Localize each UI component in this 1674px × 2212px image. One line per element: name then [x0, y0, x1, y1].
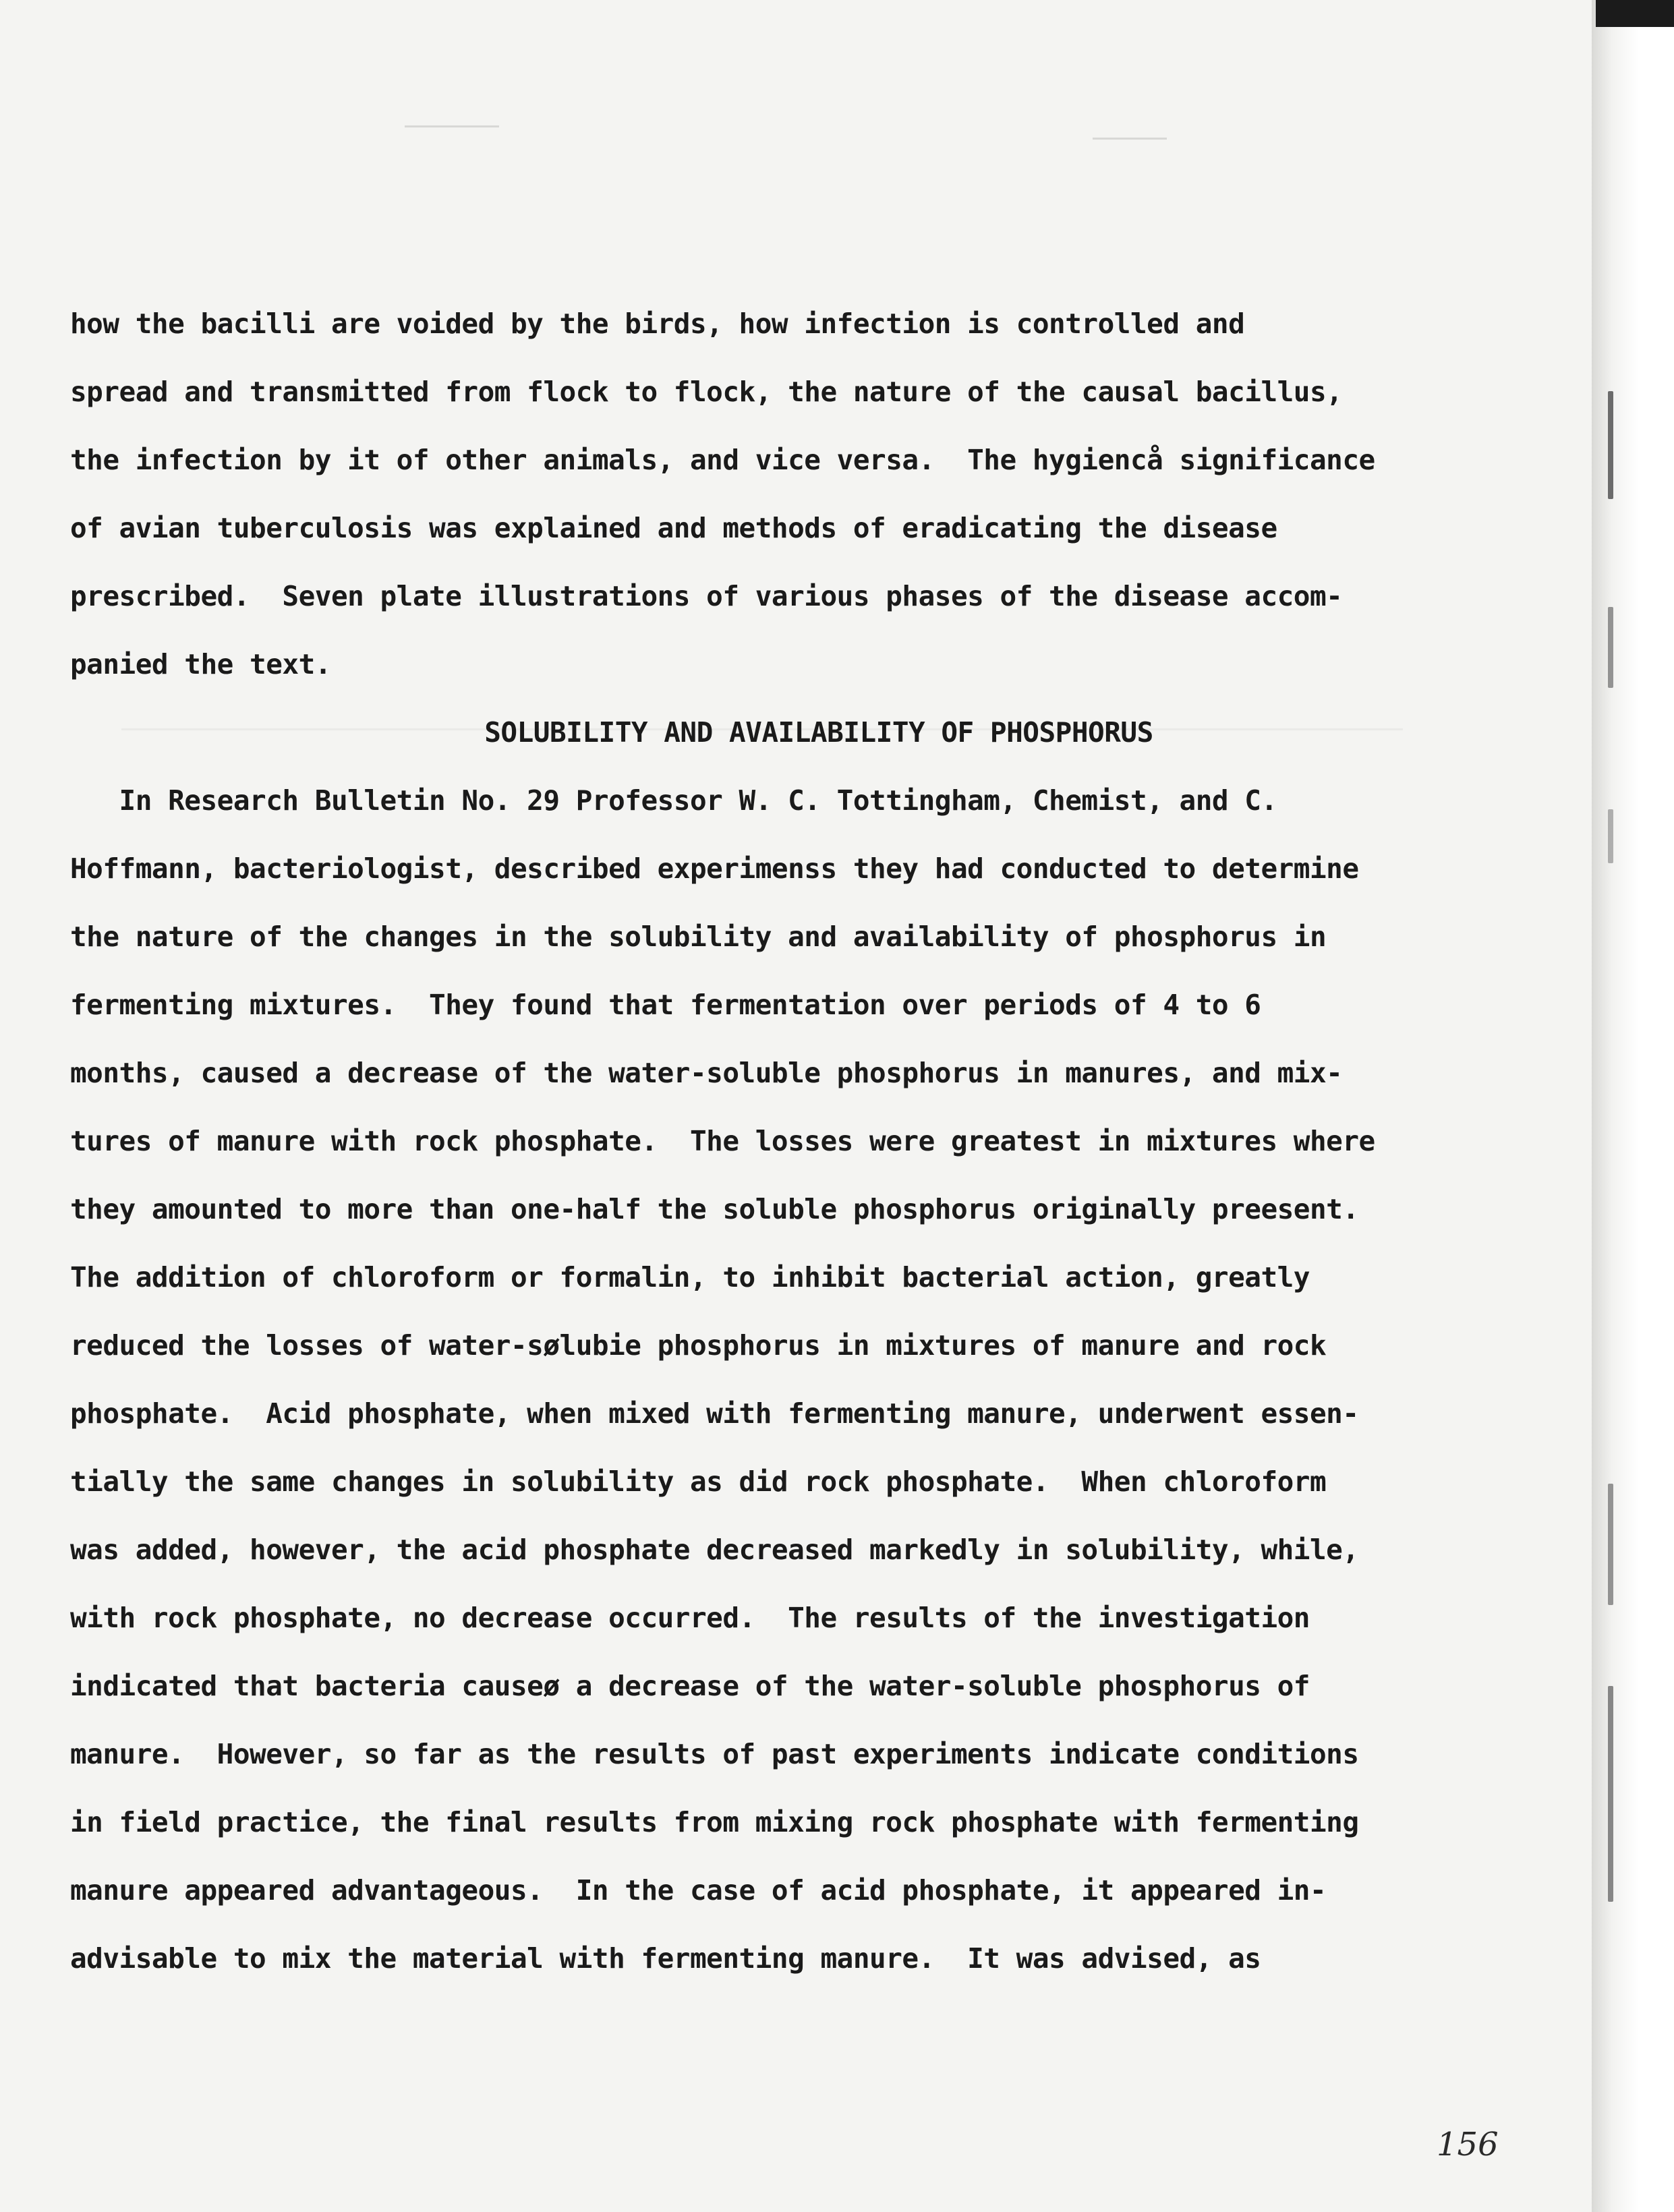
text-line: how the bacilli are voided by the birds, how infection is controlled and — [70, 308, 1245, 340]
paragraph-line: in field practice, the final results from mixing rock phosphate with fermenting — [70, 1806, 1359, 1838]
paragraph-line: the nature of the changes in the solubility and availability of phosphorus in — [70, 921, 1327, 953]
paragraph-line: fermenting mixtures. They found that fermentation over periods of 4 to 6 — [70, 989, 1261, 1021]
paragraph-line: phosphate. Acid phosphate, when mixed with fermenting manure, underwent essen- — [70, 1397, 1359, 1430]
page-number: 156 — [1437, 2126, 1499, 2163]
scan-corner-shadow — [1596, 0, 1674, 27]
paragraph-line: manure appeared advantageous. In the case of acid phosphate, it appeared in- — [70, 1874, 1327, 1907]
text-line: prescribed. Seven plate illustrations of various phases of the disease accom- — [70, 580, 1343, 612]
paragraph-line: tially the same changes in solubility as did rock phosphate. When chloroform — [70, 1465, 1327, 1498]
binding-edge-mark — [1608, 607, 1613, 688]
document-body — [70, 290, 1473, 1993]
binding-edge-mark — [1608, 1484, 1613, 1605]
text-line: of avian tuberculosis was explained and methods of eradicating the disease — [70, 512, 1277, 544]
paragraph-line: In Research Bulletin No. 29 Professor W. C. Tottingham, Chemist, and C. — [70, 784, 1277, 817]
paragraph-line: manure. However, so far as the results of past experiments indicate conditions — [70, 1738, 1359, 1770]
text-line: the infection by it of other animals, and vice versa. The hygiencå significance — [70, 444, 1375, 476]
paragraph-line: months, caused a decrease of the water-soluble phosphorus in manures, and mix- — [70, 1057, 1343, 1089]
text-line: spread and transmitted from flock to flock, the nature of the causal bacillus, — [70, 376, 1343, 408]
paragraph-line: reduced the losses of water-sølubie phosphorus in mixtures of manure and rock — [70, 1329, 1327, 1362]
section-heading: SOLUBILITY AND AVAILABILITY OF PHOSPHORUS — [484, 716, 1153, 749]
text-line: panied the text. — [70, 648, 331, 680]
paragraph-line: indicated that bacteria causeø a decrease of the water-soluble phosphorus of — [70, 1670, 1310, 1702]
paragraph-line: with rock phosphate, no decrease occurred. The results of the investigation — [70, 1602, 1310, 1634]
binding-edge-mark — [1608, 1686, 1613, 1902]
paragraph-line: Hoffmann, bacteriologist, described experimenss they had conducted to determine — [70, 852, 1359, 885]
bleed-through-mark — [1093, 138, 1167, 140]
paragraph-line: advisable to mix the material with fermenting manure. It was advised, as — [70, 1942, 1261, 1975]
paragraph-line: they amounted to more than one-half the soluble phosphorus originally preesent. — [70, 1193, 1359, 1225]
binding-edge-mark — [1608, 391, 1613, 499]
bleed-through-mark — [405, 125, 499, 127]
page-gutter — [1592, 0, 1674, 2212]
binding-edge-mark — [1608, 809, 1613, 863]
paragraph-line: was added, however, the acid phosphate decreased markedly in solubility, while, — [70, 1534, 1359, 1566]
paragraph-line: The addition of chloroform or formalin, to inhibit bacterial action, greatly — [70, 1261, 1310, 1293]
paragraph-line: tures of manure with rock phosphate. The losses were greatest in mixtures where — [70, 1125, 1375, 1157]
